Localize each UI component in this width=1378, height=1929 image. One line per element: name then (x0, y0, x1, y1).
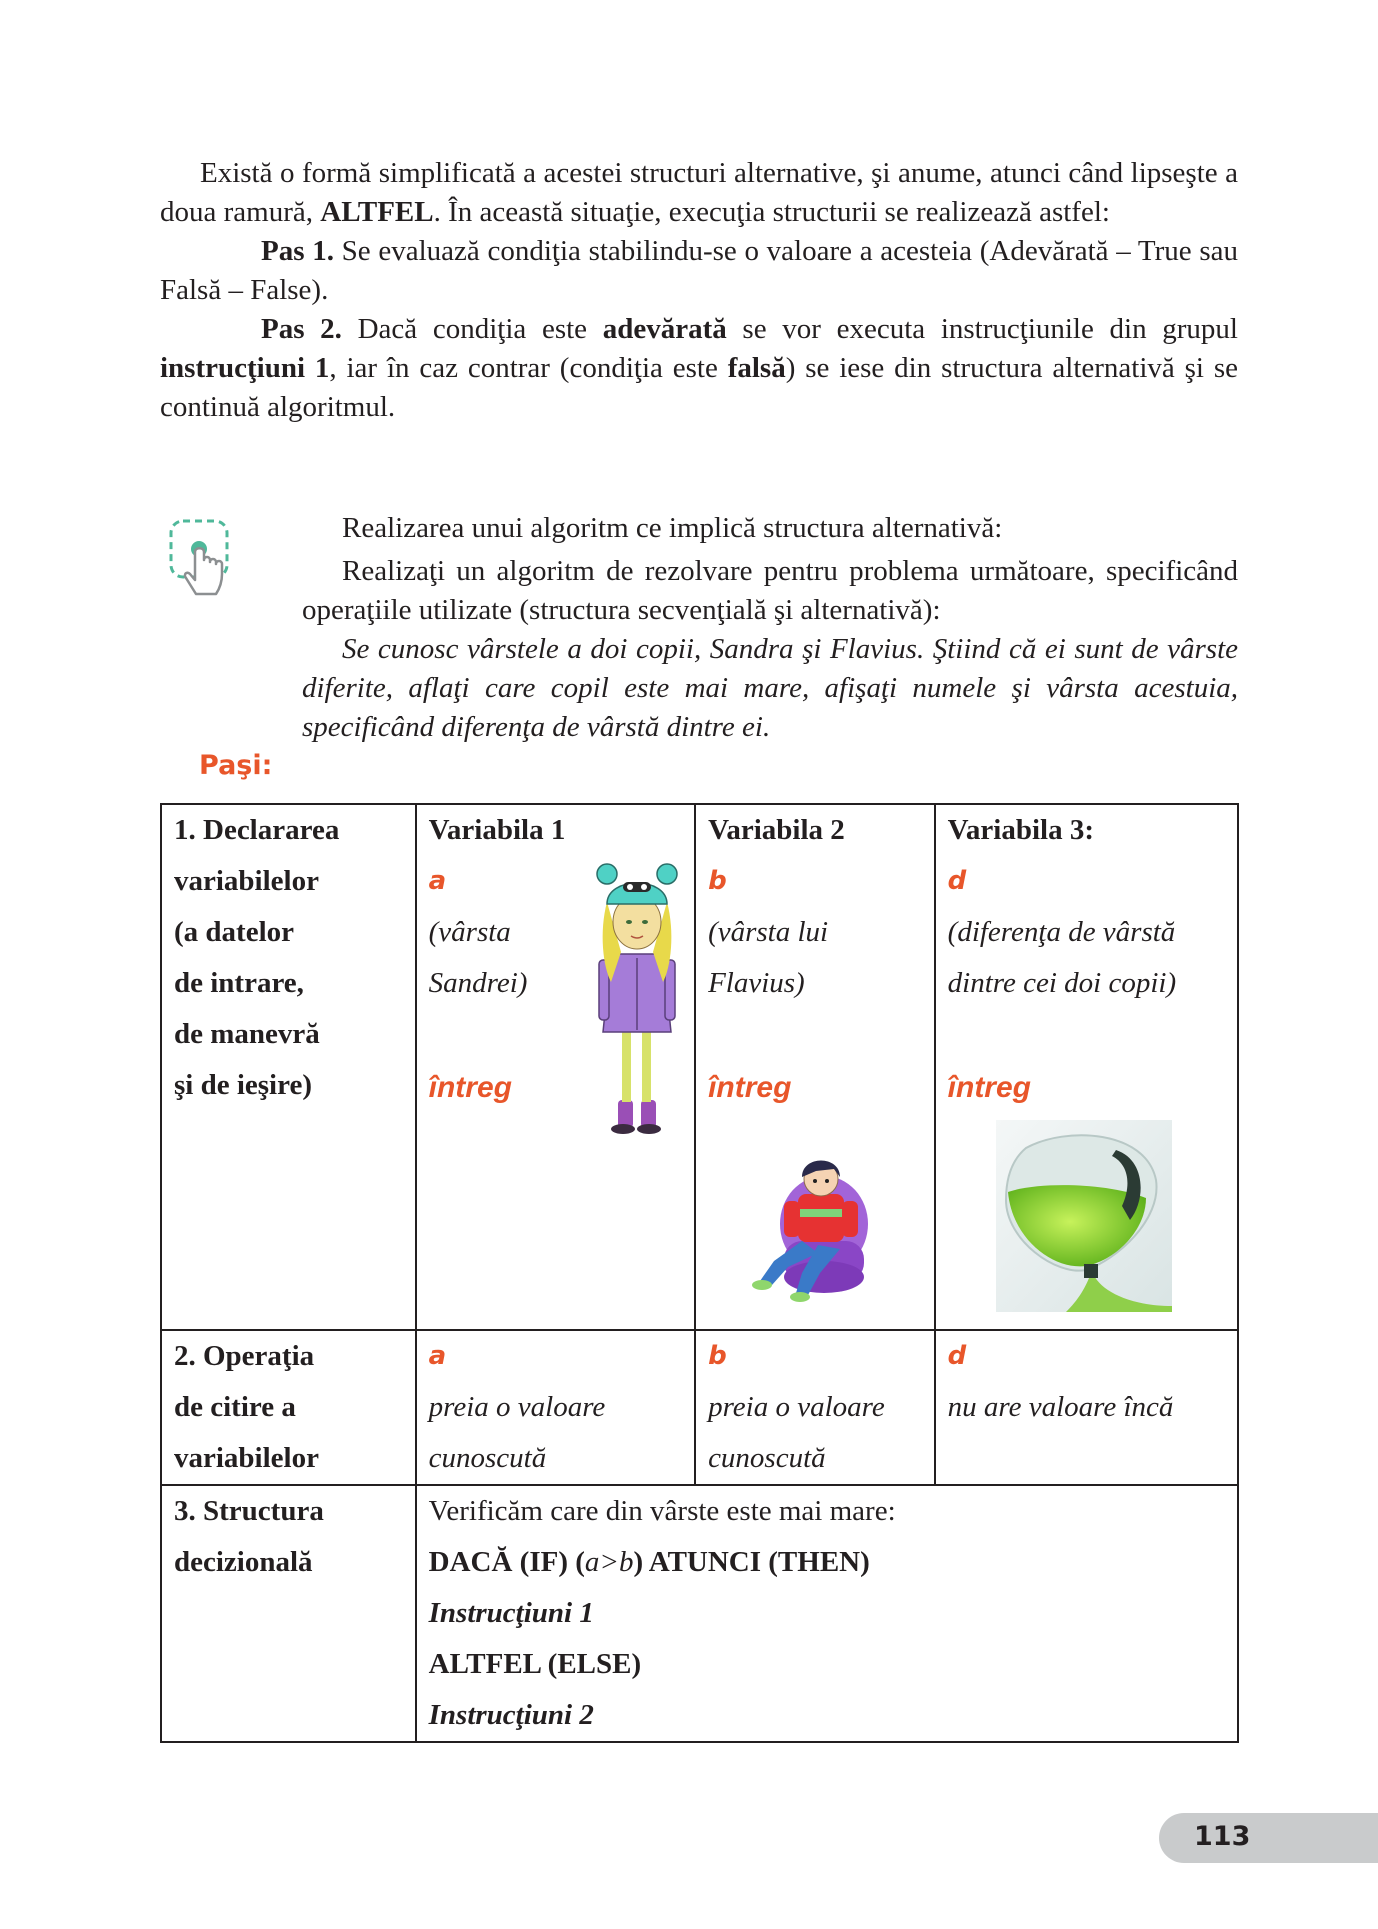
activity-title: Realizarea unui algoritm ce implică structura alternativă: (342, 512, 1003, 544)
boy-illustration (744, 1149, 870, 1304)
algorithm-table (160, 803, 1239, 1743)
steps-label: Paşi: (199, 750, 273, 781)
step-1: Pas 1. Se evaluază condiţia stabilindu-se o valoare a acesteia (Adevărată – True sau Falsă – False). (160, 235, 1238, 306)
variable-3-cell: Variabila 3: d (diferenţa de vârstă dintre cei doi copii) întreg (935, 804, 1238, 1330)
table-row (161, 1330, 1238, 1485)
activity-instruction: Realizaţi un algoritm de rezolvare pentru problema următoare, specificând operaţiile utilizate (structura secvenţială şi alternativă): (302, 555, 1238, 626)
activity-block (302, 509, 1238, 747)
hourglass-photo (996, 1120, 1172, 1312)
reading-b-cell: b preia o valoare cunoscută (695, 1330, 935, 1485)
table-row (161, 804, 1238, 1330)
activity-problem: Se cunosc vârstele a doi copii, Sandra şi Flavius. Ştiind că ei sunt de vârste diferite, aflaţi care copil este mai mare, afişaţi numele şi vârsta acestuia, specificând diferenţa de vârstă dintre ei. (302, 633, 1238, 743)
page-number: 113 (1194, 1821, 1251, 1852)
row-label-declaration: 1. Declararea variabilelor (a datelor de intrare, de manevră şi de ieşire) (161, 804, 416, 1330)
if-then-line: DACĂ (IF) (a>b) ATUNCI (THEN) (428, 1546, 870, 1578)
table-row (161, 1485, 1238, 1742)
altfel-keyword: ALTFEL (320, 196, 434, 228)
girl-illustration (593, 862, 681, 1134)
reading-d-cell: d nu are valoare încă (935, 1330, 1238, 1485)
decision-structure-cell: Verificăm care din vârste este mai mare: DACĂ (IF) (a>b) ATUNCI (THEN) Instrucţiuni 1 ALTFEL (ELSE) Instrucţiuni 2 (416, 1485, 1238, 1742)
step-2: Pas 2. Dacă condiţia este adevărată se vor executa instrucţiunile din grupul instrucţiuni 1, iar în caz contrar (condiţia este falsă) se iese din structura alternativă şi se continuă algoritmul. (160, 313, 1238, 423)
reading-a-cell: a preia o valoare cunoscută (416, 1330, 695, 1485)
row-label-decision: 3. Structura decizională (161, 1485, 416, 1742)
row-label-reading: 2. Operaţia de citire a variabilelor (161, 1330, 416, 1485)
variable-1-cell: Variabila 1 a (vârsta Sandrei) întreg (416, 804, 695, 1330)
page-number-tab (1159, 1813, 1378, 1863)
intro-paragraph: Există o formă simplificată a acestei structuri alternative, şi anume, atunci când lipseşte a doua ramură, ALTFEL. În această situaţie, execuţia structurii se realizează astfel: (160, 157, 1238, 228)
intro-text (160, 154, 1238, 427)
touch-hand-icon (168, 518, 234, 602)
variable-2-cell: Variabila 2 b (vârsta lui Flavius) întreg (695, 804, 935, 1330)
